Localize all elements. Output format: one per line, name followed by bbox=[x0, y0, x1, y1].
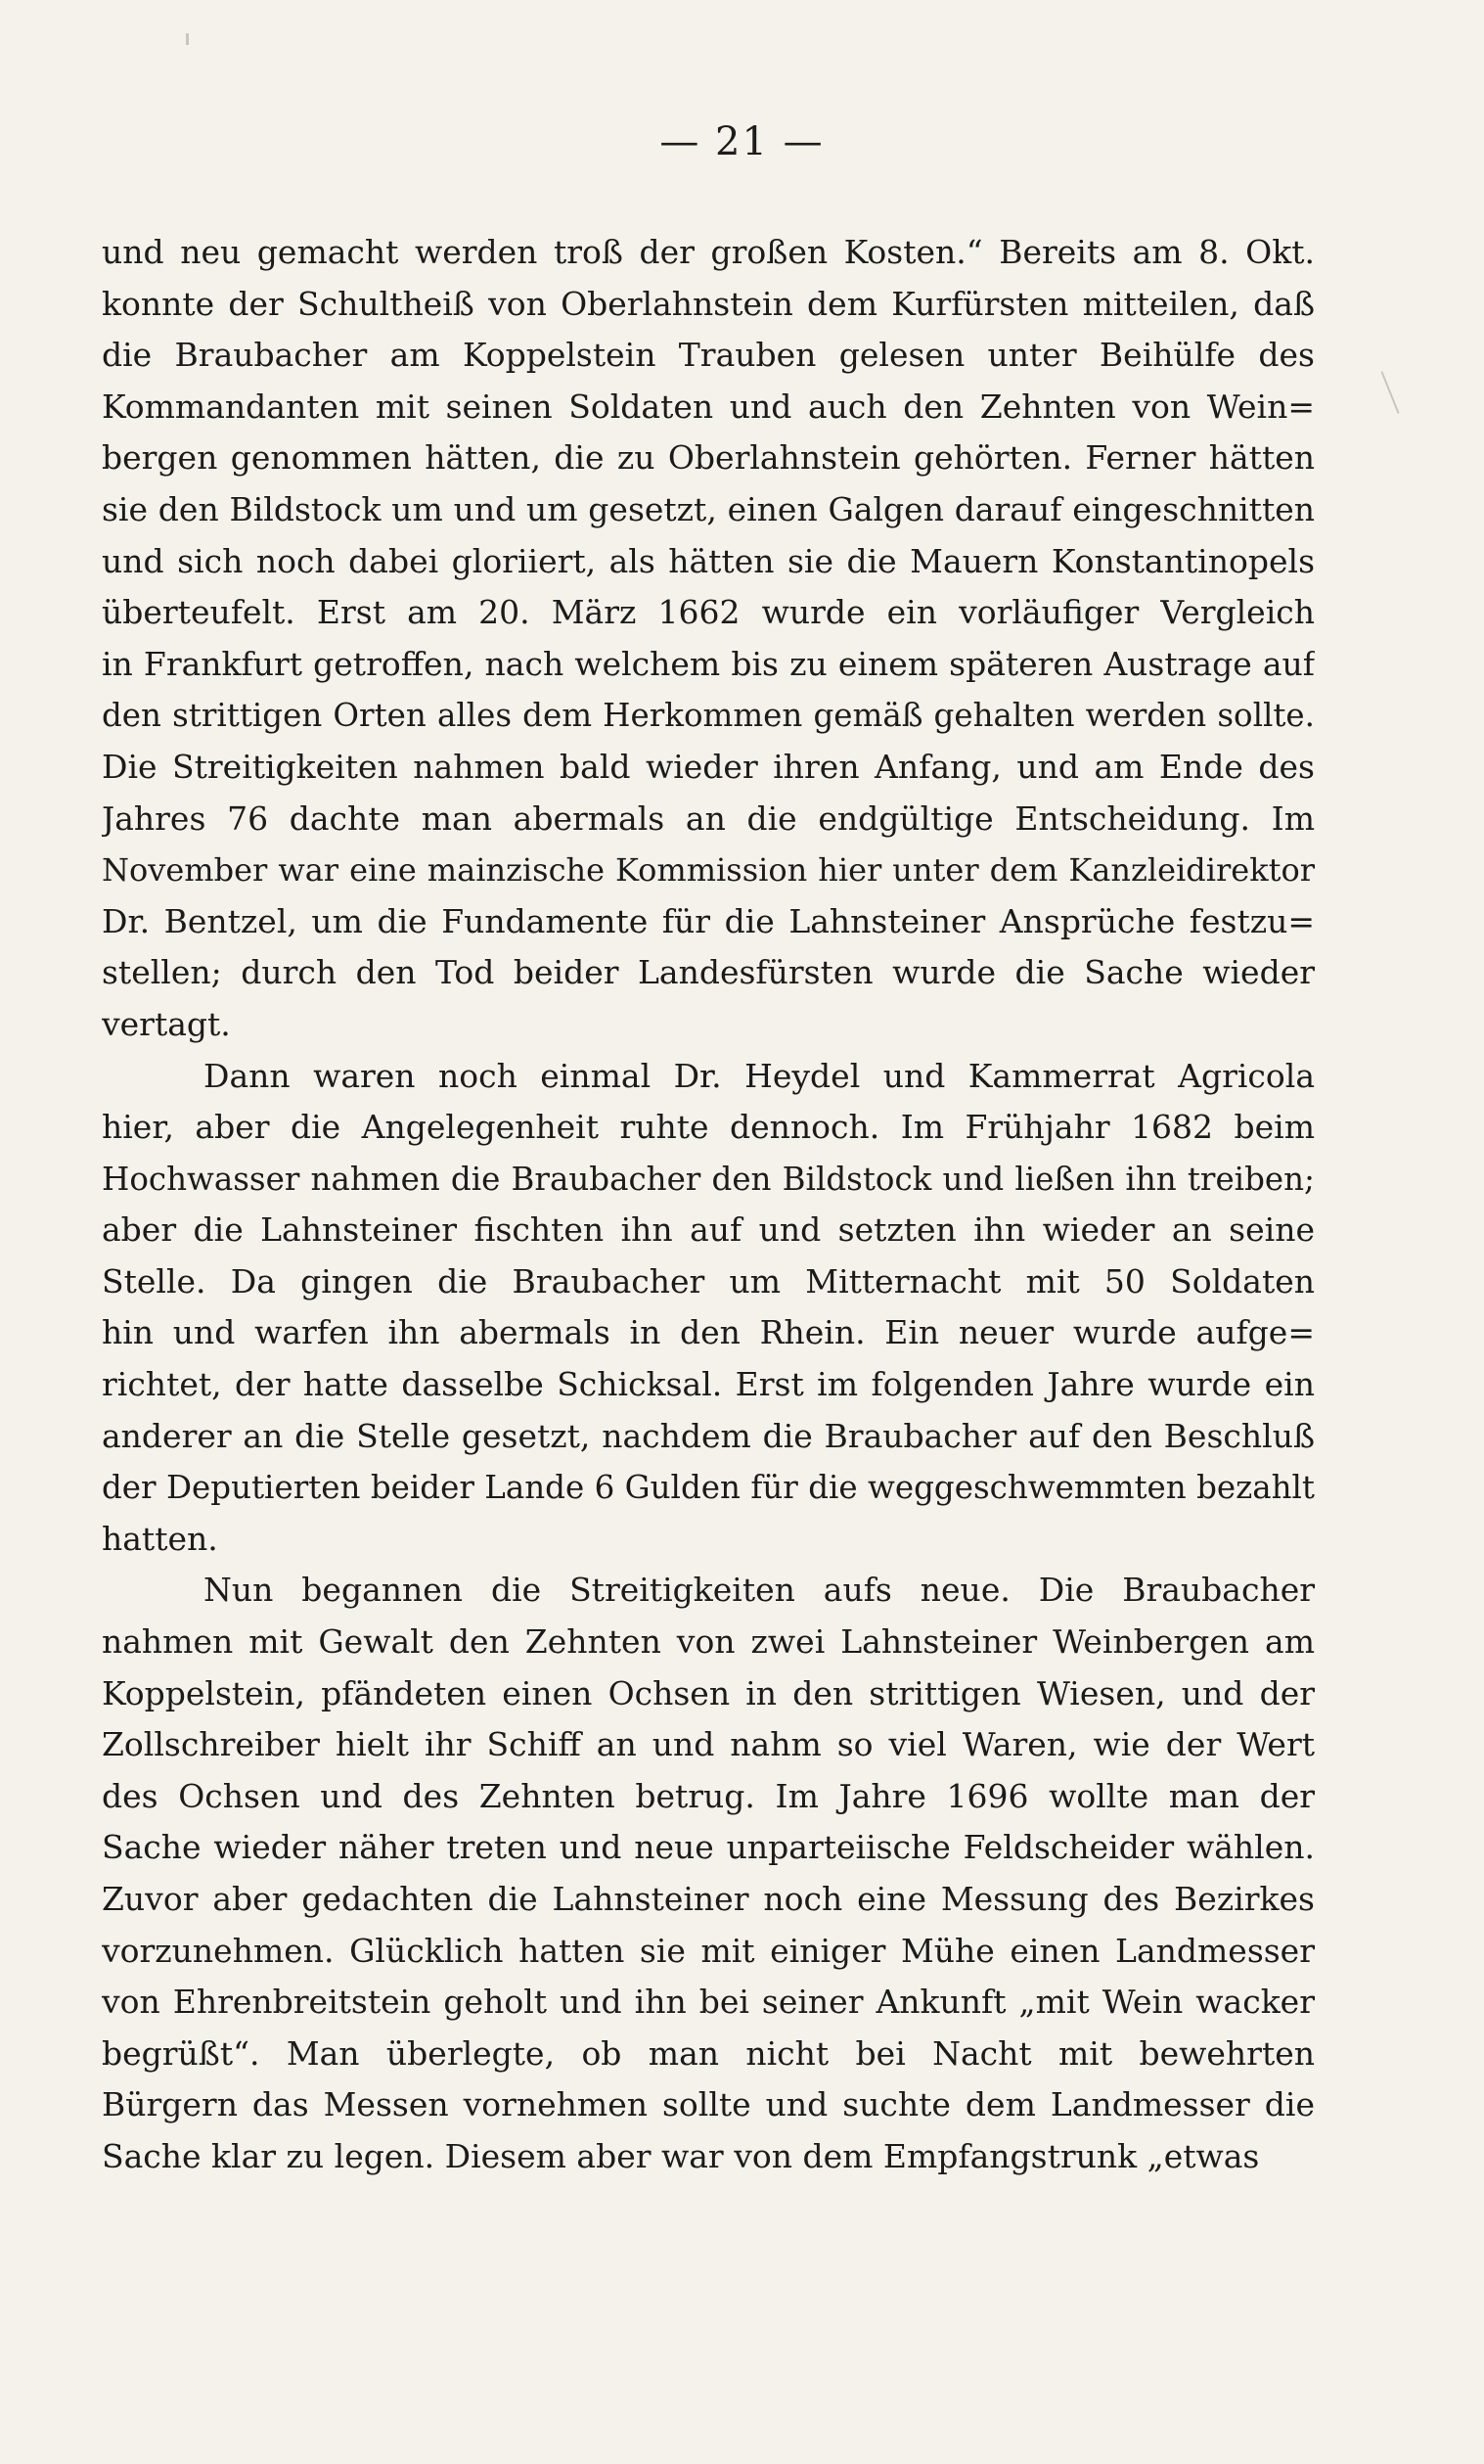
text-line: Bürgern das Messen vornehmen sollte und suchte dem Landmesser die bbox=[102, 2085, 1315, 2124]
text-line: Hochwasser nahmen die Braubacher den Bildstock und ließen ihn treiben; bbox=[102, 1160, 1315, 1198]
text-line: und neu gemacht werden troß der großen Kosten.“ Bereits am 8. Okt. bbox=[102, 233, 1315, 271]
text-line: hin und warfen ihn abermals in den Rhein. Ein neuer wurde aufge= bbox=[102, 1313, 1315, 1352]
text-line: Dr. Bentzel, um die Fundamente für die Lahnsteiner Ansprüche festzu= bbox=[102, 901, 1315, 940]
text-line: sie den Bildstock um und um gesetzt, einen Galgen darauf eingeschnitten bbox=[102, 489, 1315, 528]
text-line: von Ehrenbreitstein geholt und ihn bei seiner Ankunft „mit Wein wacker bbox=[102, 1983, 1315, 2022]
text-line: nahmen mit Gewalt den Zehnten von zwei Lahnsteiner Weinbergen am bbox=[102, 1622, 1315, 1662]
paper-mark bbox=[186, 33, 189, 45]
text-line: den strittigen Orten alles dem Herkommen gemäß gehalten werden sollte. bbox=[102, 697, 1315, 735]
text-line: vertagt. bbox=[102, 1004, 231, 1043]
text-line: Dann waren noch einmal Dr. Heydel und Kammerrat Agricola bbox=[203, 1056, 1315, 1095]
text-line: Nun begannen die Streitigkeiten aufs neue. Die Braubacher bbox=[203, 1571, 1315, 1610]
text-line: überteufelt. Erst am 20. März 1662 wurde ein vorläufiger Vergleich bbox=[102, 593, 1315, 632]
text-line: der Deputierten beider Lande 6 Gulden für die weggeschwemmten bezahlt bbox=[102, 1469, 1315, 1507]
text-line: und sich noch dabei gloriiert, als hätten sie die Mauern Konstantinopels bbox=[102, 541, 1315, 580]
text-line: Koppelstein, pfändeten einen Ochsen in den strittigen Wiesen, und der bbox=[102, 1673, 1315, 1712]
text-line: aber die Lahnsteiner fischten ihn auf und setzten ihn wieder an seine bbox=[102, 1210, 1315, 1250]
text-line: Jahres 76 dachte man abermals an die endgültige Entscheidung. Im bbox=[102, 799, 1315, 838]
text-line: stellen; durch den Tod beider Landesfürsten wurde die Sache wieder bbox=[102, 953, 1315, 992]
text-line: Die Streitigkeiten nahmen bald wieder ihren Anfang, und am Ende des bbox=[102, 747, 1315, 786]
text-line: richtet, der hatte dasselbe Schicksal. Erst im folgenden Jahre wurde ein bbox=[102, 1365, 1315, 1404]
text-line: bergen genommen hätten, die zu Oberlahnstein gehörten. Ferner hätten bbox=[102, 438, 1315, 478]
paragraph bbox=[102, 227, 1315, 1051]
text-line: Stelle. Da gingen die Braubacher um Mitternacht mit 50 Soldaten bbox=[102, 1261, 1315, 1300]
text-line: Kommandanten mit seinen Soldaten und auch den Zehnten von Wein= bbox=[102, 387, 1315, 426]
text-line: hatten. bbox=[102, 1519, 218, 1558]
text-line: Sache wieder näher treten und neue unparteiische Feldscheider wählen. bbox=[102, 1828, 1315, 1867]
text-line: begrüßt“. Man überlegte, ob man nicht bei Nacht mit bewehrten bbox=[102, 2033, 1315, 2073]
page-number: — 21 — bbox=[659, 119, 825, 164]
text-line: in Frankfurt getroffen, nach welchem bis zu einem späteren Austrage auf bbox=[102, 644, 1315, 683]
paragraph bbox=[102, 1565, 1315, 2182]
text-line: die Braubacher am Koppelstein Trauben gelesen unter Beihülfe des bbox=[102, 336, 1315, 375]
paper-mark bbox=[1380, 371, 1399, 413]
paragraph bbox=[102, 1051, 1315, 1566]
body-text bbox=[102, 227, 1315, 2183]
text-line: hier, aber die Angelegenheit ruhte dennoch. Im Frühjahr 1682 beim bbox=[102, 1108, 1315, 1147]
text-line: Zollschreiber hielt ihr Schiff an und nahm so viel Waren, wie der Wert bbox=[102, 1725, 1315, 1764]
text-line: konnte der Schultheiß von Oberlahnstein dem Kurfürsten mitteilen, daß bbox=[102, 284, 1315, 323]
text-line: des Ochsen und des Zehnten betrug. Im Jahre 1696 wollte man der bbox=[102, 1776, 1315, 1815]
text-line: Sache klar zu legen. Diesem aber war von dem Empfangstrunk „etwas bbox=[102, 2136, 1260, 2175]
text-line: Zuvor aber gedachten die Lahnsteiner noch eine Messung des Bezirkes bbox=[102, 1880, 1315, 1918]
text-line: vorzunehmen. Glücklich hatten sie mit einiger Mühe einen Landmesser bbox=[102, 1931, 1315, 1970]
text-line: November war eine mainzische Kommission hier unter dem Kanzleidirektor bbox=[102, 851, 1315, 890]
text-line: anderer an die Stelle gesetzt, nachdem die Braubacher auf den Beschluß bbox=[102, 1416, 1315, 1455]
